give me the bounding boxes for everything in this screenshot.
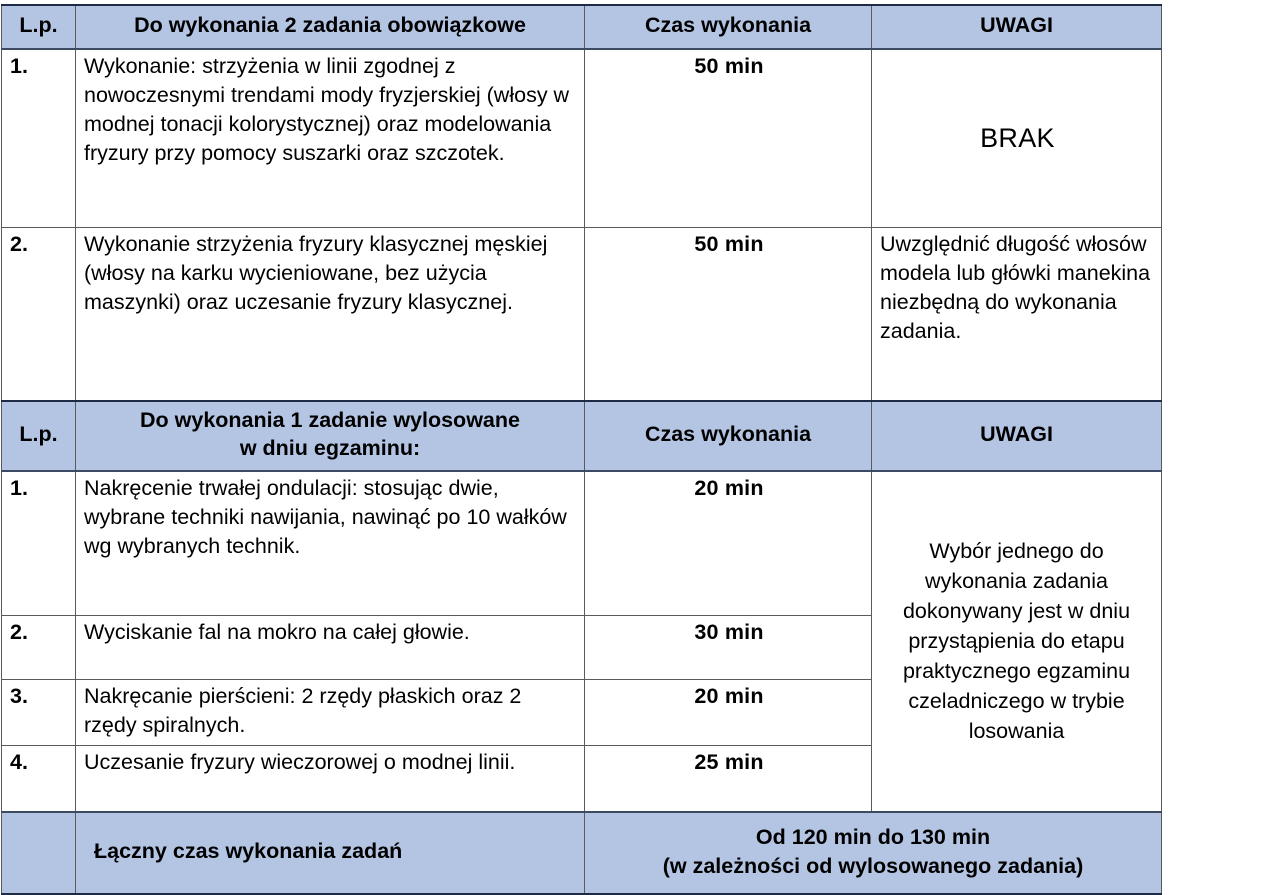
total-time-label: Łączny czas wykonania zadań [76, 812, 585, 894]
total-time-line-1: Od 120 min do 130 min [755, 824, 991, 849]
table-sheet [0, 4, 1280, 889]
table-row [2, 228, 1162, 402]
row-index: 1. [2, 49, 76, 228]
row-task-description: Wykonanie strzyżenia fryzury klasycznej męskiej (włosy na karku wycieniowane, bez użycia maszynki) oraz uczesanie fryzury klasycznej. [76, 228, 585, 402]
header-cell-lp: L.p. [2, 401, 76, 471]
row-index: 2. [2, 228, 76, 402]
total-row-empty-cell [2, 812, 76, 894]
row-duration: 50 min [585, 49, 872, 228]
row-duration: 20 min [585, 680, 872, 746]
row-index: 1. [2, 471, 76, 616]
header-cell-time: Czas wykonania [585, 5, 872, 49]
row-duration: 50 min [585, 228, 872, 402]
row-task-description: Nakręcenie trwałej ondulacji: stosując dwie, wybrane techniki nawijania, nawinąć po 10 wałków wg wybranych technik. [76, 471, 585, 616]
header-cell-notes: UWAGI [872, 401, 1162, 471]
drawn-notes-merged: Wybór jednego do wykonania zadania dokonywany jest w dniu przystąpienia do etapu praktycznego egzaminu czeladniczego w trybie losowania [872, 471, 1162, 812]
table-row [2, 49, 1162, 228]
table-row [2, 471, 1162, 616]
header-cell-lp: L.p. [2, 5, 76, 49]
total-time-row [2, 812, 1162, 894]
header-cell-notes: UWAGI [872, 5, 1162, 49]
header-cell-task: Do wykonania 2 zadania obowiązkowe [76, 5, 585, 49]
row-duration: 25 min [585, 746, 872, 813]
header-cell-task [76, 401, 585, 471]
row-duration: 30 min [585, 616, 872, 680]
row-index: 4. [2, 746, 76, 813]
exam-task-table [1, 4, 1162, 895]
row-task-description: Wyciskanie fal na mokro na całej głowie. [76, 616, 585, 680]
row-task-description: Nakręcanie pierścieni: 2 rzędy płaskich oraz 2 rzędy spiralnych. [76, 680, 585, 746]
row-notes: Uwzględnić długość włosów modela lub główki manekina niezbędną do wykonania zadania. [872, 228, 1162, 402]
row-index: 3. [2, 680, 76, 746]
row-notes: BRAK [872, 49, 1162, 228]
row-index: 2. [2, 616, 76, 680]
header-cell-time: Czas wykonania [585, 401, 872, 471]
header-task-line-2: w dniu egzaminu: [239, 436, 421, 460]
row-task-description: Wykonanie: strzyżenia w linii zgodnej z nowoczesnymi trendami mody fryzjerskiej (włosy w modnej tonacji kolorystycznej) oraz modelowania fryzury przy pomocy suszarki oraz szczotek. [76, 49, 585, 228]
header-task-line-1: Do wykonania 1 zadanie wylosowane [140, 408, 520, 433]
section-mandatory-header-row [2, 5, 1162, 49]
row-task-description: Uczesanie fryzury wieczorowej o modnej linii. [76, 746, 585, 813]
row-duration: 20 min [585, 471, 872, 616]
total-time-line-2: (w zależności od wylosowanego zadania) [662, 854, 1084, 878]
section-drawn-header-row [2, 401, 1162, 471]
total-time-value [585, 812, 1162, 894]
